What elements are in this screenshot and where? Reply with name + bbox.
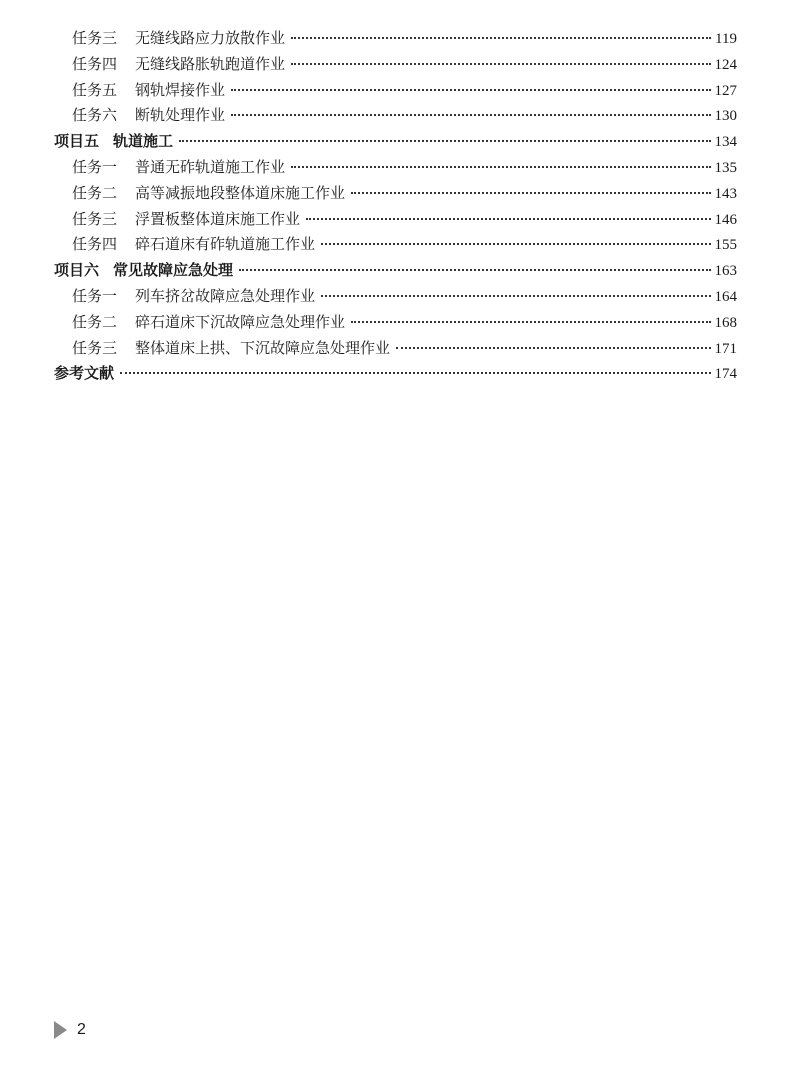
toc-entry-page: 143 xyxy=(714,185,737,202)
toc-chapter[interactable] xyxy=(54,129,737,155)
dot-leader xyxy=(231,114,710,116)
toc-entry-page: 135 xyxy=(714,159,737,176)
toc-chapter-title: 常见故障应急处理 xyxy=(113,261,234,280)
toc-entry[interactable] xyxy=(54,52,737,78)
toc-entry-number: 任务五 xyxy=(72,80,118,99)
dot-leader xyxy=(291,37,711,39)
dot-leader xyxy=(120,372,710,374)
dot-leader xyxy=(231,89,710,91)
toc-entry-number: 任务一 xyxy=(72,157,118,176)
toc-entry-title: 无缝线路胀轨跑道作业 xyxy=(135,54,286,73)
toc-chapter-number: 项目六 xyxy=(54,261,100,280)
toc-entry-page: 146 xyxy=(714,211,737,228)
toc-entry-title: 碎石道床下沉故障应急处理作业 xyxy=(135,312,346,331)
dot-leader xyxy=(351,321,710,323)
toc-entry[interactable] xyxy=(54,336,737,362)
toc-entry[interactable] xyxy=(54,181,737,207)
dot-leader xyxy=(306,218,710,220)
toc-entry-page: 168 xyxy=(714,314,737,331)
toc-entry-title: 高等减振地段整体道床施工作业 xyxy=(135,183,346,202)
toc-entry[interactable] xyxy=(54,207,737,233)
toc-references-page: 174 xyxy=(714,366,737,383)
dot-leader xyxy=(396,347,710,349)
page-number: 2 xyxy=(77,1021,86,1038)
dot-leader xyxy=(321,295,710,297)
dot-leader xyxy=(291,166,710,168)
toc-chapter-number: 项目五 xyxy=(54,132,100,151)
toc-entry-title: 碎石道床有砟轨道施工作业 xyxy=(135,235,316,254)
triangle-right-icon xyxy=(54,1021,67,1039)
toc-entry[interactable] xyxy=(54,310,737,336)
toc-chapter-page: 163 xyxy=(714,263,737,280)
dot-leader xyxy=(351,192,710,194)
toc-entry[interactable] xyxy=(54,284,737,310)
page-footer xyxy=(54,1021,86,1039)
toc-entry-page: 155 xyxy=(714,237,737,254)
toc-entry-title: 无缝线路应力放散作业 xyxy=(135,29,286,47)
toc-references-title: 参考文献 xyxy=(54,364,115,383)
toc-entry-page: 130 xyxy=(714,108,737,125)
toc-entry-title: 断轨处理作业 xyxy=(135,106,226,125)
toc-entry-number: 任务三 xyxy=(72,209,118,228)
toc-entry-page: 127 xyxy=(714,82,737,99)
toc-entry[interactable] xyxy=(54,78,737,104)
toc-entry-page: 164 xyxy=(714,288,737,305)
toc-entry-title: 钢轨焊接作业 xyxy=(135,80,226,99)
toc-chapter-title: 轨道施工 xyxy=(113,132,174,151)
toc-entry-number: 任务二 xyxy=(72,183,118,202)
dot-leader xyxy=(239,269,710,271)
toc-entry-number: 任务三 xyxy=(72,338,118,357)
toc-entry[interactable] xyxy=(54,155,737,181)
dot-leader xyxy=(179,140,710,142)
toc-entry-number: 任务四 xyxy=(72,235,118,254)
toc-entry-title: 浮置板整体道床施工作业 xyxy=(135,209,301,228)
toc-entry-number: 任务四 xyxy=(72,54,118,73)
toc-entry-number: 任务二 xyxy=(72,312,118,331)
toc-chapter-page: 134 xyxy=(714,134,737,151)
toc-entry[interactable] xyxy=(54,103,737,129)
toc-entry-page: 124 xyxy=(714,56,737,73)
toc-chapter[interactable] xyxy=(54,258,737,284)
toc-entry-number: 任务六 xyxy=(72,106,118,125)
toc-entry-page: 171 xyxy=(714,340,737,357)
toc-entry[interactable] xyxy=(54,26,737,52)
toc-entry-title: 普通无砟轨道施工作业 xyxy=(135,157,286,176)
dot-leader xyxy=(291,63,710,65)
toc-entry-title: 整体道床上拱、下沉故障应急处理作业 xyxy=(135,338,391,357)
toc-entry-number: 任务一 xyxy=(72,286,118,305)
dot-leader xyxy=(321,243,710,245)
toc-entry-number: 任务三 xyxy=(72,29,118,47)
toc-references[interactable] xyxy=(54,361,737,387)
toc-entry-page: 119 xyxy=(715,31,737,47)
table-of-contents xyxy=(54,26,737,387)
toc-entry[interactable] xyxy=(54,232,737,258)
toc-entry-title: 列车挤岔故障应急处理作业 xyxy=(135,286,316,305)
